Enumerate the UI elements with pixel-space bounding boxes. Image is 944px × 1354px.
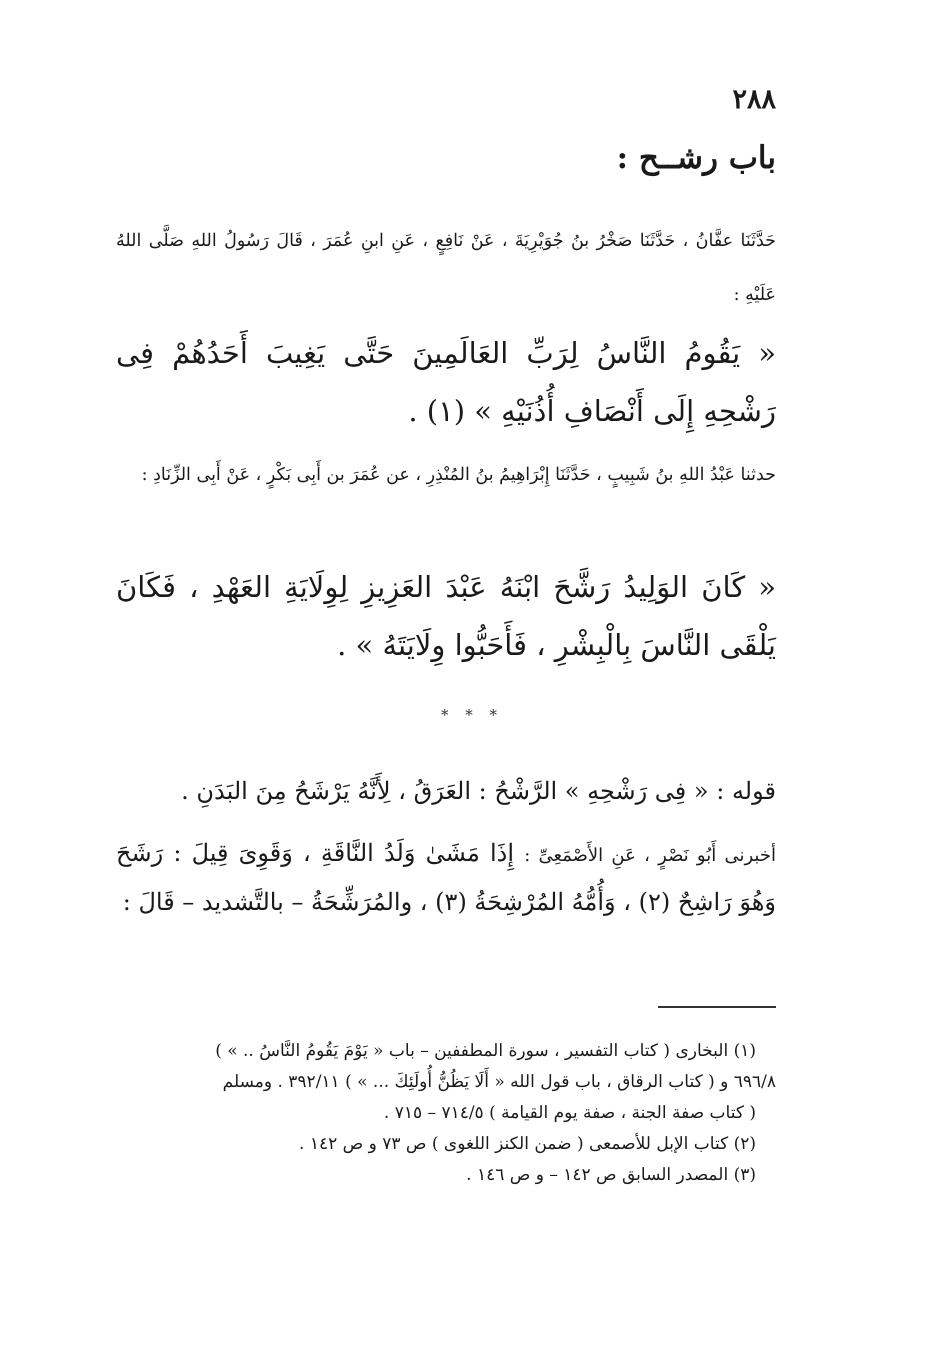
footnotes [116, 1036, 776, 1191]
chapter-title: باب رشــح : [616, 140, 776, 176]
footnote-1-line-1: (١) البخارى ( كتاب التفسير ، سورة المطففين – باب « يَوْمَ يَقُومُ النَّاسُ .. » ) [215, 1041, 756, 1061]
isnad-paragraph: حدثنا عَبْدُ اللهِ بنُ شَبِيبٍ ، حَدَّثَنَا إِبْرَاهِيمُ بنُ المُنْذِرِ ، عن عُمَرَ بن أَبِى بَكْرٍ ، عَنْ أَبِى الزِّنَادِ : [141, 465, 776, 485]
commentary-paragraph [116, 830, 776, 925]
section-separator: * * * [440, 706, 504, 724]
footnote-divider [658, 1006, 776, 1008]
page-number: ٢٨٨ [732, 84, 776, 115]
isnad-paragraph: حَدَّثَنَا عفَّانُ ، حَدَّثَنَا صَخْرُ بنُ جُوَيْرِيَةَ ، عَنْ نَافِعٍ ، عَنِ ابنِ عُمَرَ ، قَالَ رَسُولُ اللهِ صَلَّى اللهُ عَلَيْهِ : [116, 231, 776, 305]
hadith-text: « يَقُومُ النَّاسُ لِرَبِّ العَالَمِينَ حَتَّى يَغِيبَ أَحَدُهُمْ فِى رَشْحِهِ إِلَى أَنْصَافِ أُذُنَيْهِ » (١) . [116, 336, 776, 428]
commentary-text: إِذَا مَشَىٰ وَلَدُ النَّاقَةِ ، وَقَوِىَ قِيلَ : رَشَحَ وَهُوَ رَاشِحٌ (٢) ، وَأُمُّهُ المُرْشِحَةُ (٣) ، والمُرَشِّحَةُ – بالتَّشديد – قَالَ : [116, 839, 776, 916]
footnote-3: (٣) المصدر السابق ص ١٤٢ – و ص ١٤٦ . [466, 1165, 756, 1185]
commentary-narrator: أخبرنى أَبُو نَصْرٍ ، عَنِ الأَصْمَعِىِّ : [524, 845, 776, 866]
commentary-paragraph: قوله : « فِى رَشْحِهِ » الرَّشْحُ : العَرَقُ ، لِأَنَّهُ يَرْشَحُ مِنَ البَدَنِ . [181, 777, 776, 805]
hadith-text: « كَانَ الوَلِيدُ رَشَّحَ ابْنَهُ عَبْدَ العَزِيزِ لِوِلَايَةِ العَهْدِ ، فَكَانَ يَلْقَى النَّاسَ بِالْبِشْرِ ، فَأَحَبُّوا وِلَايَتَهُ » . [116, 570, 776, 662]
footnote-2: (٢) كتاب الإبل للأصمعى ( ضمن الكنز اللغوى ) ص ٧٣ و ص ١٤٢ . [299, 1134, 756, 1154]
footnote-1-line-3: ( كتاب صفة الجنة ، صفة يوم القيامة ) ٧١٤/٥ – ٧١٥ . [383, 1103, 756, 1123]
footnote-1-line-2: ٦٩٦/٨ و ( كتاب الرقاق ، باب قول الله « أَلَا يَظُنُّ أُولَئِكَ ... » ) ٣٩٢/١١ . ومسلم [222, 1072, 776, 1092]
